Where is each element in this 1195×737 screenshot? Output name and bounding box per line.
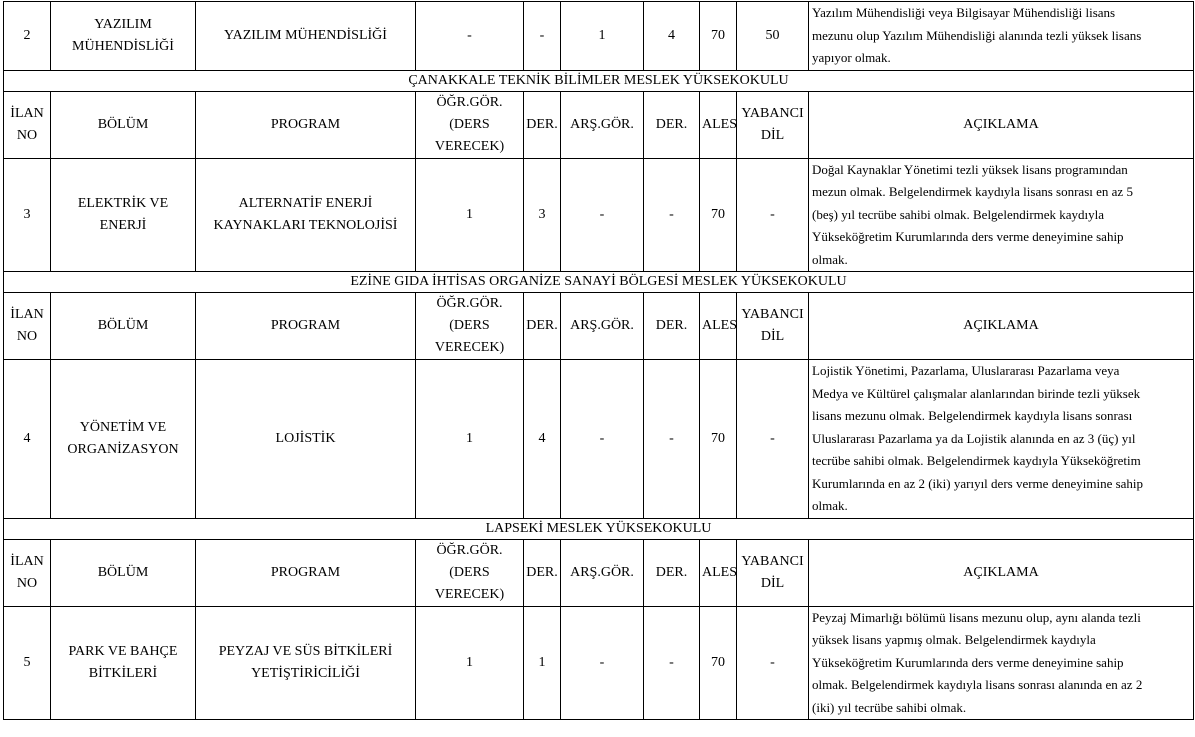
ogr-gor-line: 1: [466, 654, 473, 670]
header-ilan-no-line: NO: [16, 127, 38, 143]
header-ales: [700, 91, 737, 158]
program: [196, 606, 416, 720]
ogr-gor-line: 1: [466, 430, 473, 446]
header-aciklama-line: AÇIKLAMA: [963, 564, 1039, 580]
header-yabanci-dil: [737, 91, 809, 158]
ars-gor: [561, 2, 644, 71]
table-row: [4, 360, 1194, 519]
header-row: [4, 91, 1194, 158]
bolum-line: ELEKTRİK VE: [77, 195, 169, 211]
header-der: [524, 539, 561, 606]
header-yabanci-dil-line: YABANCI: [741, 105, 804, 121]
header-ogr-gor-line: VERECEK): [434, 138, 505, 154]
der: [524, 158, 561, 272]
section-row: [4, 70, 1194, 91]
ilan-no-line: 5: [23, 654, 31, 670]
aciklama-line: (beş) yıl tecrübe sahibi olmak. Belgelendirmek kaydıyla: [812, 206, 1105, 222]
der: [524, 606, 561, 720]
header-ales-line: ALES: [702, 564, 737, 580]
section-title-line: LAPSEKİ MESLEK YÜKSEKOKULU: [485, 520, 712, 536]
header-program: [196, 293, 416, 360]
table-row: [4, 158, 1194, 272]
aciklama-line: (iki) yıl tecrübe sahibi olmak.: [812, 699, 967, 715]
header-yabanci-dil-line: DİL: [760, 127, 785, 143]
ilan-no-line: 3: [23, 206, 31, 222]
ales-line: 70: [711, 206, 725, 222]
bolum-line: MÜHENDİSLİĞİ: [72, 38, 174, 54]
yabanci-dil-line: -: [770, 206, 775, 222]
positions-table: [3, 1, 1194, 720]
header-der-2: [644, 539, 700, 606]
section-title: [4, 70, 1194, 91]
program-line: YAZILIM MÜHENDİSLİĞİ: [224, 27, 387, 43]
header-ars-gor: [561, 91, 644, 158]
bolum-line: ENERJİ: [99, 217, 147, 233]
aciklama-line: Kurumlarında en az 2 (iki) yarıyıl ders verme deneyimine sahip: [812, 475, 1144, 491]
section-title: [4, 518, 1194, 539]
header-ilan-no-line: İLAN: [10, 553, 44, 569]
aciklama-line: yapıyor olmak.: [812, 50, 891, 65]
bolum: [51, 360, 196, 519]
section-title-line: EZİNE GIDA İHTİSAS ORGANİZE SANAYİ BÖLGESİ MESLEK YÜKSEKOKULU: [350, 274, 847, 289]
header-ars-gor-line: ARŞ.GÖR.: [570, 564, 634, 580]
table-row: [4, 606, 1194, 720]
aciklama-line: Uluslararası Pazarlama ya da Lojistik alanında en az 3 (üç) yıl: [812, 430, 1136, 446]
header-ogr-gor-line: (DERS: [449, 318, 490, 333]
header-ales-line: ALES: [702, 116, 737, 132]
section-row: [4, 518, 1194, 539]
header-bolum: [51, 293, 196, 360]
aciklama-line: Yazılım Mühendisliği veya Bilgisayar Mühendisliği lisans: [812, 5, 1116, 20]
header-bolum-line: BÖLÜM: [97, 564, 149, 580]
bolum-line: YÖNETİM VE: [79, 419, 167, 435]
der-2: [644, 158, 700, 272]
header-der-2-line: DER.: [655, 116, 688, 132]
header-aciklama-line: AÇIKLAMA: [963, 318, 1039, 333]
header-bolum-line: BÖLÜM: [97, 318, 149, 333]
program-line: KAYNAKLARI TEKNOLOJİSİ: [213, 217, 398, 233]
ales-line: 70: [711, 430, 725, 446]
yabanci-dil: [737, 360, 809, 519]
yabanci-dil: [737, 2, 809, 71]
section-row: [4, 272, 1194, 293]
header-der-2-line: DER.: [655, 564, 688, 580]
header-ogr-gor-line: (DERS: [449, 116, 490, 132]
header-ogr-gor-line: (DERS: [449, 564, 490, 580]
ogr-gor-line: -: [467, 27, 472, 43]
header-program-line: PROGRAM: [270, 318, 341, 333]
yabanci-dil-line: -: [770, 654, 775, 670]
der-2-line: -: [669, 430, 674, 446]
header-ogr-gor-line: VERECEK): [434, 586, 505, 602]
ars-gor: [561, 360, 644, 519]
ales-line: 70: [711, 654, 725, 670]
aciklama-line: mezunu olup Yazılım Mühendisliği alanında tezli yüksek lisans: [812, 27, 1142, 43]
aciklama: [809, 2, 1194, 71]
program-line: PEYZAJ VE SÜS BİTKİLERİ: [218, 643, 393, 659]
yabanci-dil-line: -: [770, 430, 775, 446]
header-ogr-gor: [416, 539, 524, 606]
program-line: YETİŞTİRİCİLİĞİ: [251, 665, 360, 681]
header-ogr-gor-line: VERECEK): [434, 340, 505, 355]
ales-line: 70: [711, 27, 725, 43]
header-yabanci-dil-line: DİL: [760, 575, 785, 591]
ogr-gor: [416, 158, 524, 272]
header-der-2-line: DER.: [655, 318, 688, 333]
header-program-line: PROGRAM: [270, 116, 341, 132]
program: [196, 360, 416, 519]
der-2: [644, 360, 700, 519]
bolum-line: ORGANİZASYON: [67, 441, 179, 457]
header-ales: [700, 539, 737, 606]
der-line: 3: [538, 206, 546, 222]
aciklama-line: mezun olmak. Belgelendirmek kaydıyla lisans sonrası en az 5: [812, 184, 1133, 199]
header-aciklama-line: AÇIKLAMA: [963, 116, 1039, 132]
header-ars-gor-line: ARŞ.GÖR.: [570, 116, 634, 132]
header-der-line: DER.: [526, 116, 558, 132]
header-ales: [700, 293, 737, 360]
header-bolum-line: BÖLÜM: [97, 116, 149, 132]
header-yabanci-dil-line: DİL: [760, 329, 785, 344]
aciklama-line: olmak. Belgelendirmek kaydıyla lisans sonrası alanında en az 2: [812, 677, 1143, 692]
bolum-line: YAZILIM: [94, 16, 152, 32]
header-der-line: DER.: [526, 318, 558, 333]
bolum-line: PARK VE BAHÇE: [68, 643, 178, 659]
der: [524, 360, 561, 519]
ilan-no-line: 2: [23, 27, 31, 43]
header-der-2: [644, 293, 700, 360]
bolum-line: BİTKİLERİ: [88, 665, 158, 681]
ars-gor-line: -: [599, 430, 605, 446]
ogr-gor-line: 1: [466, 206, 473, 222]
aciklama-line: Lojistik Yönetimi, Pazarlama, Uluslararası Pazarlama veya: [812, 363, 1120, 378]
ars-gor-line: -: [599, 654, 605, 670]
program-line: ALTERNATİF ENERJİ: [238, 195, 373, 211]
header-yabanci-dil: [737, 293, 809, 360]
aciklama-line: Yükseköğretim Kurumlarında ders verme deneyimine sahip: [812, 654, 1124, 670]
header-ilan-no: [4, 293, 51, 360]
section-title-line: ÇANAKKALE TEKNİK BİLİMLER MESLEK YÜKSEKOKULU: [408, 72, 789, 88]
ales: [700, 158, 737, 272]
ilan-no: [4, 2, 51, 71]
aciklama: [809, 158, 1194, 272]
der: [524, 2, 561, 71]
aciklama-line: Peyzaj Mimarlığı bölümü lisans mezunu olup, aynı alanda tezli: [812, 609, 1141, 625]
header-yabanci-dil-line: YABANCI: [741, 307, 804, 322]
header-ogr-gor-line: ÖĞR.GÖR.: [436, 542, 503, 558]
aciklama: [809, 360, 1194, 519]
ilan-no-line: 4: [23, 430, 31, 446]
yabanci-dil: [737, 158, 809, 272]
header-program: [196, 539, 416, 606]
aciklama-line: tecrübe sahibi olmak. Belgelendirmek kaydıyla Yükseköğretim: [812, 453, 1141, 468]
header-bolum: [51, 539, 196, 606]
header-ars-gor-line: ARŞ.GÖR.: [570, 318, 634, 333]
ars-gor: [561, 158, 644, 272]
ogr-gor: [416, 606, 524, 720]
ales: [700, 2, 737, 71]
header-ilan-no-line: İLAN: [10, 307, 44, 322]
header-aciklama: [809, 293, 1194, 360]
header-ogr-gor: [416, 91, 524, 158]
header-ilan-no: [4, 539, 51, 606]
bolum: [51, 2, 196, 71]
header-der: [524, 91, 561, 158]
yabanci-dil-line: 50: [765, 27, 780, 43]
der-2-line: 4: [668, 27, 675, 43]
header-aciklama: [809, 91, 1194, 158]
header-ilan-no: [4, 91, 51, 158]
header-program-line: PROGRAM: [270, 564, 341, 580]
der-2: [644, 2, 700, 71]
program-line: LOJİSTİK: [275, 430, 336, 446]
header-ars-gor: [561, 539, 644, 606]
header-row: [4, 293, 1194, 360]
header-ogr-gor-line: ÖĞR.GÖR.: [436, 296, 503, 311]
header-ilan-no-line: NO: [16, 575, 38, 591]
aciklama-line: Doğal Kaynaklar Yönetimi tezli yüksek lisans programından: [812, 161, 1128, 177]
header-ales-line: ALES: [702, 318, 737, 333]
der-line: -: [539, 27, 545, 43]
bolum: [51, 606, 196, 720]
yabanci-dil: [737, 606, 809, 720]
ales: [700, 360, 737, 519]
header-der: [524, 293, 561, 360]
header-bolum: [51, 91, 196, 158]
header-yabanci-dil: [737, 539, 809, 606]
der-line: 4: [538, 430, 546, 446]
header-row: [4, 539, 1194, 606]
aciklama-line: Yükseköğretim Kurumlarında ders verme deneyimine sahip: [812, 229, 1124, 244]
der-line: 1: [538, 654, 546, 670]
aciklama-line: yüksek lisans yapmış olmak. Belgelendirmek kaydıyla: [812, 632, 1096, 647]
table-row: [4, 2, 1194, 71]
header-ilan-no-line: NO: [16, 329, 38, 344]
header-der-2: [644, 91, 700, 158]
aciklama-line: lisans mezunu olmak. Belgelendirmek kaydıyla lisans sonrası: [812, 408, 1133, 423]
ogr-gor: [416, 2, 524, 71]
ales: [700, 606, 737, 720]
header-der-line: DER.: [526, 564, 558, 580]
header-aciklama: [809, 539, 1194, 606]
header-ars-gor: [561, 293, 644, 360]
bolum: [51, 158, 196, 272]
ilan-no: [4, 606, 51, 720]
section-title: [4, 272, 1194, 293]
aciklama: [809, 606, 1194, 720]
aciklama-line: olmak.: [812, 498, 848, 513]
header-program: [196, 91, 416, 158]
header-ogr-gor: [416, 293, 524, 360]
aciklama-line: olmak.: [812, 251, 848, 267]
program: [196, 2, 416, 71]
ilan-no: [4, 360, 51, 519]
ars-gor-line: -: [599, 206, 605, 222]
header-ogr-gor-line: ÖĞR.GÖR.: [436, 94, 503, 110]
ilan-no: [4, 158, 51, 272]
ars-gor: [561, 606, 644, 720]
ars-gor-line: 1: [598, 27, 606, 43]
program: [196, 158, 416, 272]
header-yabanci-dil-line: YABANCI: [741, 553, 804, 569]
der-2-line: -: [669, 654, 674, 670]
ogr-gor: [416, 360, 524, 519]
aciklama-line: Medya ve Kültürel çalışmalar alanlarından birinde tezli yüksek: [812, 385, 1141, 401]
header-ilan-no-line: İLAN: [10, 105, 44, 121]
der-2-line: -: [669, 206, 674, 222]
der-2: [644, 606, 700, 720]
